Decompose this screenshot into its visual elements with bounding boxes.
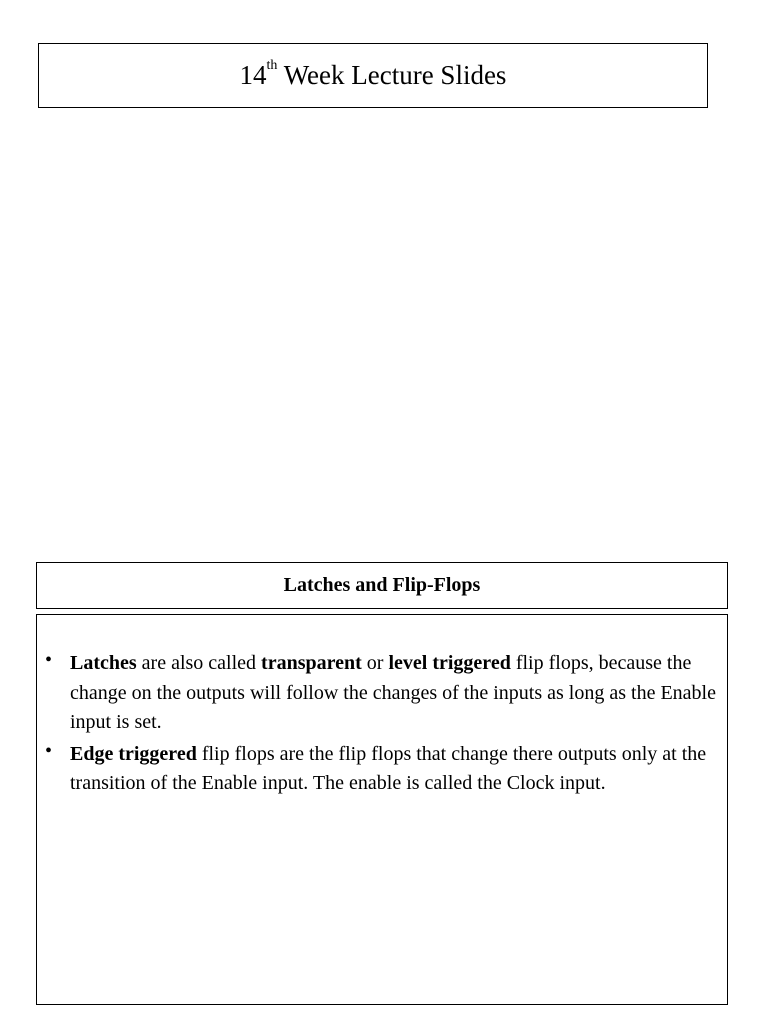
section-title: Latches and Flip-Flops [283, 574, 481, 596]
bullet-text-0 [70, 652, 716, 733]
slide-title-superscript: th [266, 58, 278, 73]
bullet-0-part-5: flip flops, because the change on the outputs will follow the changes of the inputs as long as the Enable input is set. [70, 652, 716, 733]
bullet-text-1 [70, 743, 706, 795]
slide-title [240, 60, 507, 91]
term-level-triggered: level triggered [388, 652, 511, 674]
slide-title-box [38, 43, 708, 108]
bullet-1-part-1: flip flops are the flip flops that change there outputs only at the transition of the Enable input. The enable is called the Clock input. [70, 742, 707, 794]
bullet-item-0 [47, 649, 717, 738]
slide-title-number: 14 [239, 60, 267, 90]
bullet-item-1 [47, 740, 717, 799]
content-box [36, 614, 728, 1005]
bullet-icon: • [45, 649, 53, 671]
term-edge-triggered: Edge triggered [70, 742, 197, 765]
bullet-0-part-3: or [361, 652, 389, 674]
term-transparent: transparent [261, 652, 362, 674]
slide-title-rest: Week Lecture Slides [277, 60, 507, 90]
bullet-list [47, 649, 717, 799]
bullet-icon: • [45, 739, 53, 762]
section-title-box [36, 562, 728, 609]
term-latches: Latches [70, 652, 137, 674]
bullet-0-part-1: are also called [136, 652, 262, 674]
